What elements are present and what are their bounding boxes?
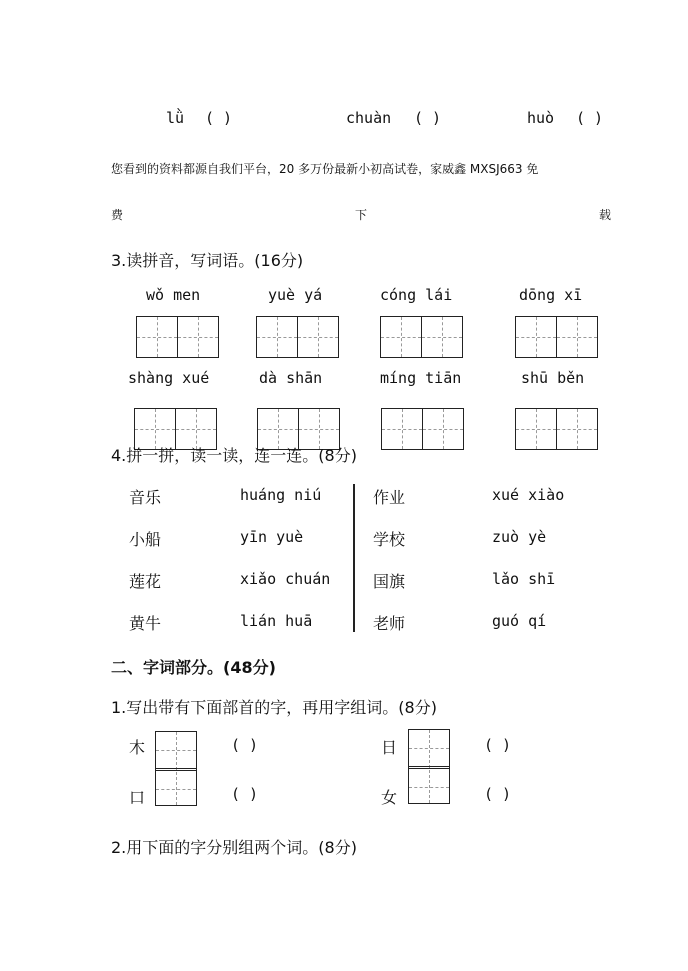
writing-grid[interactable] (380, 316, 463, 358)
radical-label: 口 (129, 788, 146, 807)
match-word[interactable]: 学校 (373, 530, 406, 549)
writing-grid[interactable] (136, 316, 219, 358)
writing-grid[interactable] (515, 316, 598, 358)
pinyin-label: míng tiān (380, 369, 462, 387)
match-word[interactable]: 国旗 (373, 572, 406, 591)
pinyin-label: dà shān (259, 369, 323, 387)
match-pinyin[interactable]: xué xiào (492, 486, 565, 504)
answer-paren: ( ) (576, 109, 604, 127)
writing-grid[interactable] (256, 316, 339, 358)
question-4-title: 4.拼一拼，读一读，连一连。(8分) (111, 446, 357, 465)
pinyin-label: shū běn (521, 369, 585, 387)
pinyin-label: cóng lái (380, 286, 453, 304)
answer-paren: ( ) (414, 109, 442, 127)
pinyin-huo: huò (527, 109, 555, 127)
match-pinyin[interactable]: zuò yè (492, 528, 547, 546)
radical-label: 木 (129, 738, 146, 757)
writing-grid[interactable] (381, 408, 464, 450)
answer-paren[interactable]: ( ) (231, 785, 259, 803)
match-word[interactable]: 黄牛 (129, 614, 162, 633)
match-pinyin[interactable]: guó qí (492, 612, 547, 630)
answer-paren: ( ) (205, 109, 233, 127)
pinyin-label: yuè yá (268, 286, 323, 304)
answer-paren[interactable]: ( ) (484, 785, 512, 803)
question-3-title: 3.读拼音，写词语。(16分) (111, 251, 304, 270)
question-1-title: 1.写出带有下面部首的字，再用字组词。(8分) (111, 698, 437, 717)
pinyin-label: shàng xué (128, 369, 210, 387)
radical-grid[interactable] (408, 729, 450, 804)
match-word[interactable]: 莲花 (129, 572, 162, 591)
notice-char: 费 (111, 208, 124, 222)
radical-label: 日 (381, 738, 398, 757)
pinyin-chuan: chuàn (346, 109, 392, 127)
section-2-title: 二、字词部分。(48分) (111, 658, 276, 677)
pinyin-label: dōng xī (519, 286, 583, 304)
match-word[interactable]: 小船 (129, 530, 162, 549)
match-word[interactable]: 老师 (373, 614, 406, 633)
answer-paren[interactable]: ( ) (231, 736, 259, 754)
pinyin-label: wǒ men (146, 286, 201, 304)
writing-grid[interactable] (515, 408, 598, 450)
column-divider (353, 484, 355, 632)
match-pinyin[interactable]: huáng niú (240, 486, 322, 504)
match-pinyin[interactable]: lǎo shī (492, 570, 556, 588)
match-pinyin[interactable]: xiǎo chuán (240, 570, 331, 588)
pinyin-lv: lǜ (166, 109, 185, 127)
radical-label: 女 (381, 788, 398, 807)
match-word[interactable]: 音乐 (129, 488, 162, 507)
match-pinyin[interactable]: lián huā (240, 612, 313, 630)
answer-paren[interactable]: ( ) (484, 736, 512, 754)
question-2-title: 2.用下面的字分别组两个词。(8分) (111, 838, 357, 857)
notice-char: 载 (599, 208, 612, 222)
notice-char: 下 (355, 208, 368, 222)
match-pinyin[interactable]: yīn yuè (240, 528, 304, 546)
radical-grid[interactable] (155, 731, 197, 806)
notice-line: 您看到的资料都源自我们平台，20 多万份最新小初高试卷，家威鑫 MXSJ663 免 (111, 162, 539, 176)
match-word[interactable]: 作业 (373, 488, 406, 507)
